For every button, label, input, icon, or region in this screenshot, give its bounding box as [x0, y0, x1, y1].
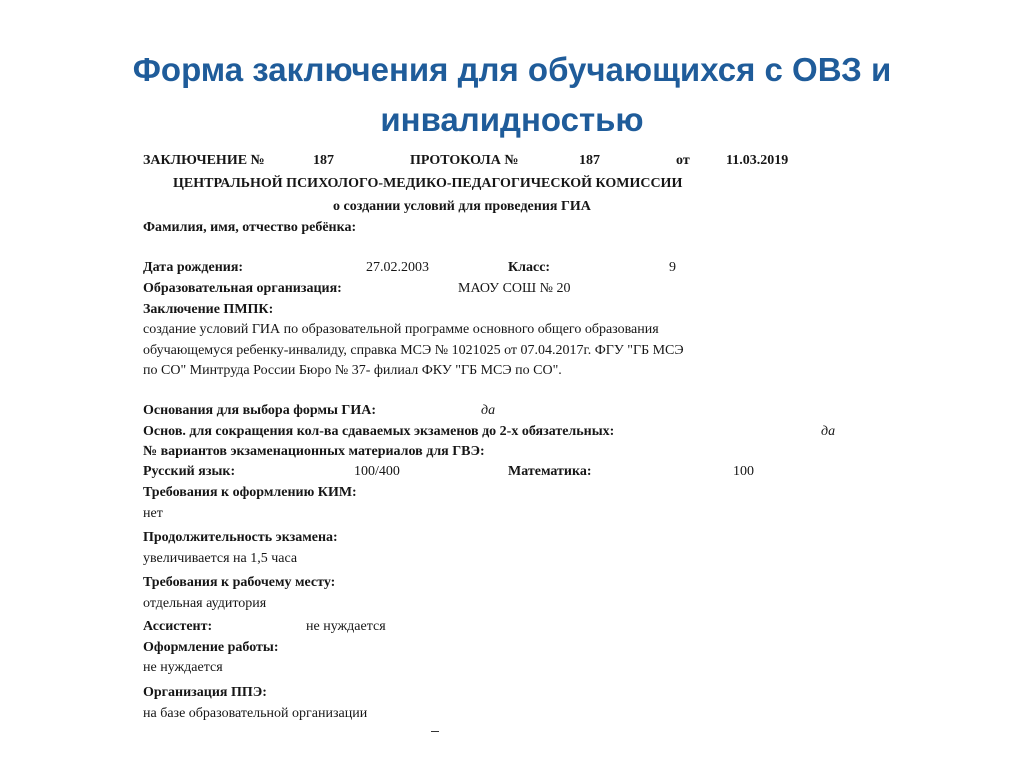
ppe-label: Организация ППЭ:: [143, 685, 267, 700]
protocol-date: 11.03.2019: [726, 153, 789, 168]
organization-label: Образовательная организация:: [143, 281, 342, 296]
duration-label: Продолжительность экзамена:: [143, 530, 338, 545]
duration-value: увеличивается на 1,5 часа: [143, 551, 298, 566]
russian-label: Русский язык:: [143, 464, 236, 479]
from-label: от: [676, 153, 690, 168]
exam-reduction-label: Основ. для сокращения кол-ва сдаваемых экзаменов до 2-х обязательных:: [143, 424, 615, 439]
conclusion-number: 187: [313, 153, 334, 168]
pmpk-label: Заключение ПМПК:: [143, 302, 274, 317]
gia-form-basis-label: Основания для выбора формы ГИА:: [143, 403, 376, 418]
gia-form-basis-value: да: [481, 403, 496, 418]
math-value: 100: [733, 464, 754, 479]
pmpk-line-2: обучающемуся ребенку-инвалиду, справка МСЭ № 1021025 от 07.04.2017г. ФГУ "ГБ МСЭ: [143, 343, 684, 358]
pmpk-line-1: создание условий ГИА по образовательной программе основного общего образования: [143, 322, 659, 337]
exam-reduction-value: да: [821, 424, 836, 439]
assistant-value: не нуждается: [306, 619, 386, 634]
conclusion-label: ЗАКЛЮЧЕНИЕ №: [143, 153, 265, 168]
kim-value: нет: [143, 506, 163, 521]
kim-label: Требования к оформлению КИМ:: [143, 485, 357, 500]
child-name-label: Фамилия, имя, отчество ребёнка:: [143, 220, 357, 235]
math-label: Математика:: [508, 464, 592, 479]
commission-title: ЦЕНТРАЛЬНОЙ ПСИХОЛОГО-МЕДИКО-ПЕДАГОГИЧЕСКОЙ КОМИССИИ: [173, 176, 683, 191]
slide-title-line-1: Форма заключения для обучающихся с ОВЗ и: [132, 51, 892, 88]
workplace-value: отдельная аудитория: [143, 596, 267, 611]
work-format-label: Оформление работы:: [143, 640, 279, 655]
birth-date-label: Дата рождения:: [143, 260, 244, 275]
protocol-label: ПРОТОКОЛА №: [410, 153, 519, 168]
work-format-value: не нуждается: [143, 660, 223, 675]
protocol-number: 187: [579, 153, 600, 168]
class-value: 9: [669, 260, 676, 275]
ppe-value: на базе образовательной организации: [143, 706, 368, 721]
organization-value: МАОУ СОШ № 20: [458, 281, 571, 296]
workplace-label: Требования к рабочему месту:: [143, 575, 336, 590]
slide-title-line-2: инвалидностью: [380, 101, 644, 138]
class-label: Класс:: [508, 260, 551, 275]
russian-value: 100/400: [354, 464, 400, 479]
gve-variants-label: № вариантов экзаменационных материалов для ГВЭ:: [143, 444, 485, 459]
pmpk-line-3: по СО" Минтруда России Бюро № 37- филиал ФКУ "ГБ МСЭ по СО".: [143, 363, 562, 378]
scan-mark: [431, 731, 439, 732]
assistant-label: Ассистент:: [143, 619, 213, 634]
document-subject: о создании условий для проведения ГИА: [333, 199, 591, 214]
birth-date-value: 27.02.2003: [366, 260, 429, 275]
